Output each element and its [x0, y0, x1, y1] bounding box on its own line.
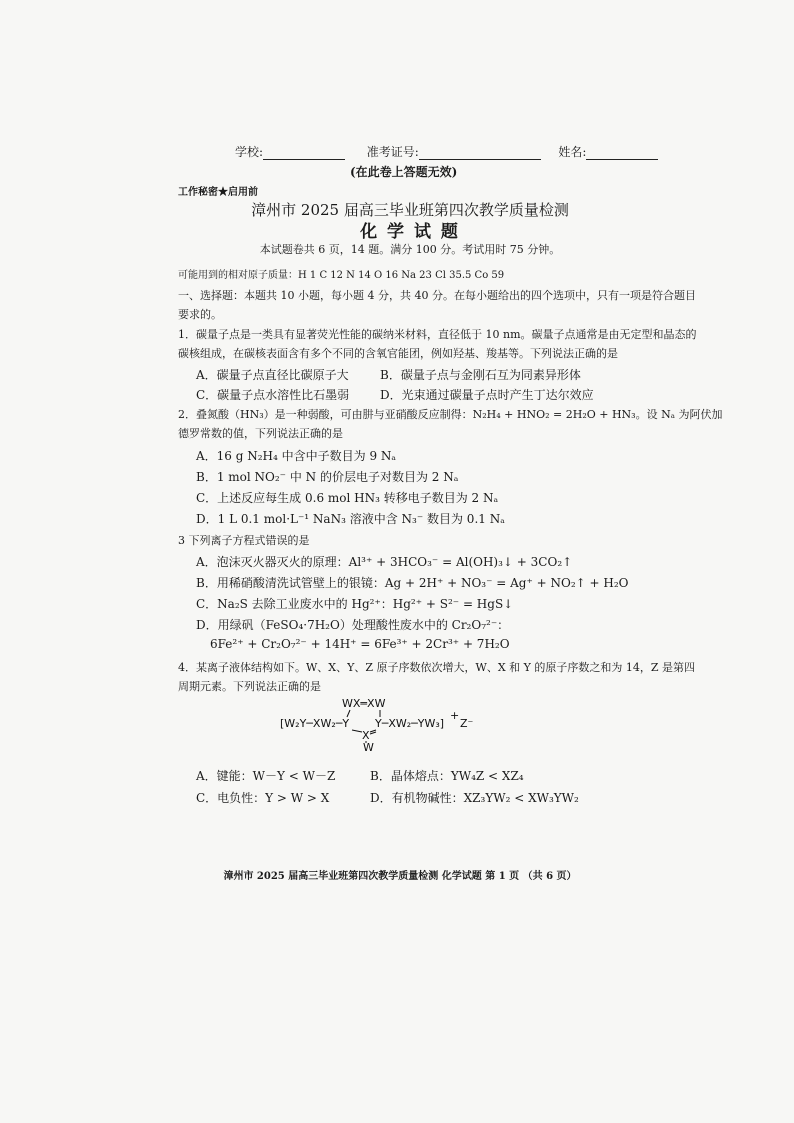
q3-option-d-equation: 6Fe²⁺ + Cr₂O₇²⁻ + 14H⁺ = 6Fe³⁺ + 2Cr³⁺ + 7H₂O — [210, 637, 510, 651]
q4-stem-line1: 4．某离子液体结构如下。W、X、Y、Z 原子序数依次增大，W、X 和 Y 的原子序数之和为 14，Z 是第四 — [178, 661, 696, 674]
header-fields — [235, 143, 658, 160]
bond-line — [347, 710, 350, 717]
school-label: 学校: — [235, 145, 264, 159]
structure-right: Y─XW₂─YW₃] — [375, 717, 445, 730]
q1-option-d[interactable]: D．光束通过碳量子点时产生丁达尔效应 — [380, 388, 594, 402]
bond-line — [352, 730, 362, 732]
structure-top: WX═XW — [342, 697, 386, 710]
q3-option-d[interactable]: D．用绿矾（FeSO₄·7H₂O）处理酸性废水中的 Cr₂O₇²⁻： — [196, 618, 510, 632]
exam-id-label: 准考证号: — [366, 145, 419, 159]
name-blank[interactable] — [586, 147, 658, 160]
subject-title: 化 学 试 题 — [360, 222, 460, 242]
q1-option-b[interactable]: B．碳量子点与金刚石互为同素异形体 — [380, 368, 581, 382]
bond-line — [370, 730, 376, 732]
atomic-masses: 可能用到的相对原子质量：H 1 C 12 N 14 O 16 Na 23 Cl 35.5 Co 59 — [178, 270, 505, 281]
q4-option-b[interactable]: B．晶体熔点：YW₄Z < XZ₄ — [370, 769, 524, 783]
invalid-note: (在此卷上答题无效) — [350, 165, 458, 179]
secret-note: 工作秘密★启用前 — [178, 187, 258, 198]
structure-anion: Z⁻ — [460, 717, 474, 730]
q2-stem-line2: 德罗常数的值，下列说法正确的是 — [178, 427, 343, 440]
name-label: 姓名: — [558, 145, 587, 159]
structure-left: [W₂Y─XW₂─Y — [280, 717, 350, 730]
q3-stem: 3 下列离子方程式错误的是 — [178, 534, 310, 547]
q3-option-a[interactable]: A．泡沫灭火器灭火的原理：Al³⁺ + 3HCO₃⁻ = Al(OH)₃↓ + 3CO₂↑ — [196, 555, 573, 569]
q1-stem-line2: 碳核组成，在碳核表面含有多个不同的含氧官能团，例如羟基、羧基等。下列说法正确的是 — [178, 347, 618, 360]
q2-option-d[interactable]: D．1 L 0.1 mol·L⁻¹ NaN₃ 溶液中含 N₃⁻ 数目为 0.1 Nₐ — [196, 512, 505, 526]
q4-stem-line2: 周期元素。下列说法正确的是 — [178, 680, 321, 693]
q4-option-c[interactable]: C．电负性：Y > W > X — [196, 791, 330, 805]
exam-id-blank[interactable] — [419, 147, 541, 160]
structure-mid-x: X — [362, 729, 370, 742]
q2-stem-line1: 2．叠氮酸（HN₃）是一种弱酸，可由肼与亚硝酸反应制得：N₂H₄ + HNO₂ = 2H₂O + HN₃。设 Nₐ 为阿伏加 — [178, 408, 723, 421]
q2-option-c[interactable]: C．上述反应每生成 0.6 mol HN₃ 转移电子数目为 2 Nₐ — [196, 491, 499, 505]
q1-option-c[interactable]: C．碳量子点水溶性比石墨弱 — [196, 388, 350, 402]
section1-line1: 一、选择题：本题共 10 小题，每小题 4 分，共 40 分。在每小题给出的四个选项中，只有一项是符合题目 — [178, 289, 696, 302]
structure-bottom-w: W — [363, 741, 374, 754]
page-footer: 漳州市 2025 届高三毕业班第四次教学质量检测 化学试题 第 1 页 （共 6 页） — [223, 871, 577, 882]
intro-text: 本试题卷共 6 页，14 题。满分 100 分。考试用时 75 分钟。 — [259, 243, 561, 256]
q4-option-a[interactable]: A．键能：W－Y < W－Z — [196, 769, 336, 783]
q3-option-b[interactable]: B．用稀硝酸清洗试管壁上的银镜：Ag + 2H⁺ + NO₃⁻ = Ag⁺ + NO₂↑ + H₂O — [196, 576, 629, 590]
exam-title: 漳州市 2025 届高三毕业班第四次教学质量检测 — [251, 201, 569, 219]
q2-option-a[interactable]: A．16 g N₂H₄ 中含中子数目为 9 Nₐ — [196, 449, 397, 463]
section1-line2: 要求的。 — [178, 308, 222, 321]
q4-option-d[interactable]: D．有机物碱性：XZ₃YW₂ < XW₃YW₂ — [370, 791, 579, 805]
bond-line — [370, 732, 376, 734]
q1-option-a[interactable]: A．碳量子点直径比碳原子大 — [196, 368, 349, 382]
q2-option-b[interactable]: B．1 mol NO₂⁻ 中 N 的价层电子对数目为 2 Nₐ — [196, 470, 459, 484]
school-blank[interactable] — [263, 147, 345, 160]
ionic-liquid-structure — [280, 695, 520, 755]
structure-charge: + — [450, 709, 460, 722]
q3-option-c[interactable]: C．Na₂S 去除工业废水中的 Hg²⁺：Hg²⁺ + S²⁻ = HgS↓ — [196, 597, 514, 611]
q1-stem-line1: 1．碳量子点是一类具有显著荧光性能的碳纳米材料，直径低于 10 nm。碳量子点通常是由无定型和晶态的 — [178, 328, 697, 341]
